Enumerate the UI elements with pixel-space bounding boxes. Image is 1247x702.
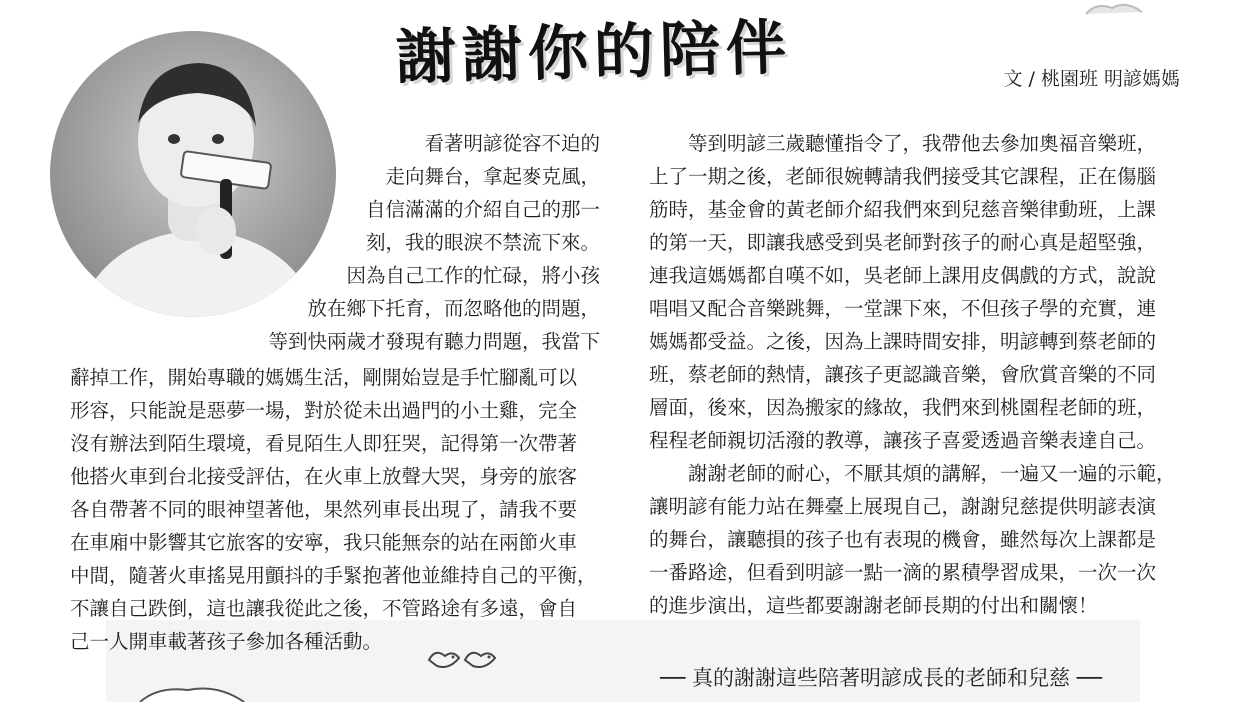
text-line: 謝謝老師的耐心，不厭其煩的講解，一遍又一遍的示範， [649,462,1176,485]
text-line: 的舞台，讓聽損的孩子也有表現的機會，雖然每次上課都是 [649,528,1157,551]
left-column-text [70,361,600,658]
text-line: 不讓自己跌倒，這也讓我從此之後，不管路途有多遠，會自 [70,597,578,620]
cloud-doodle-icon [138,684,248,702]
wrapped-text-line: 自信滿滿的介紹自己的那一 [365,198,600,221]
closing-slogan: ── 真的謝謝這些陪著明諺成長的老師和兒慈 ── [660,666,1102,690]
wrapped-text-line: 等到快兩歲才發現有聽力問題，我當下 [268,330,600,353]
text-line: 他搭火車到台北接受評估，在火車上放聲大哭，身旁的旅客 [70,465,578,488]
text-line: 辭掉工作，開始專職的媽媽生活，剛開始豈是手忙腳亂可以 [70,366,578,389]
text-line: 的第一天，即讓我感受到吳老師對孩子的耐心真是超堅強， [649,231,1157,254]
text-line: 沒有辦法到陌生環境，看見陌生人即狂哭，記得第一次帶著 [70,432,578,455]
text-line: 等到明諺三歲聽懂指令了，我帶他去參加奧福音樂班， [649,132,1157,155]
two-birds-icon [425,644,499,672]
text-line: 媽媽都受益。之後，因為上課時間安排，明諺轉到蔡老師的 [649,330,1157,353]
text-line: 的進步演出，這些都要謝謝老師長期的付出和關懷！ [649,594,1098,617]
right-column-text [649,127,1180,622]
wrapped-text-line: 看著明諺從容不迫的 [424,132,600,155]
text-line: 各自帶著不同的眼神望著他，果然列車長出現了，請我不要 [70,498,578,521]
text-line: 程程老師親切活潑的教導，讓孩子喜愛透過音樂表達自己。 [649,429,1157,452]
wrapped-text-line: 刻，我的眼淚不禁流下來。 [365,231,600,254]
text-line: 讓明諺有能力站在舞臺上展現自己，謝謝兒慈提供明諺表演 [649,495,1157,518]
article-byline: 文 / 桃園班 明諺媽媽 [1003,68,1180,90]
text-line: 層面，後來，因為搬家的緣故，我們來到桃園程老師的班， [649,396,1157,419]
text-line: 形容，只能說是惡夢一場，對於從未出過門的小土雞，完全 [70,399,578,422]
corner-doodle-icon [1082,0,1146,18]
text-line: 筋時，基金會的黃老師介紹我們來到兒慈音樂律動班，上課 [649,198,1157,221]
text-line: 唱唱又配合音樂跳舞，一堂課下來，不但孩子學的充實，連 [649,297,1157,320]
text-line: 己一人開車載著孩子參加各種活動。 [70,630,383,653]
text-line: 中間，隨著火車搖晃用顫抖的手緊抱著他並維持自己的平衡， [70,564,597,587]
text-line: 連我這媽媽都自嘆不如，吳老師上課用皮偶戲的方式，說說 [649,264,1157,287]
text-line: 在車廂中影響其它旅客的安寧，我只能無奈的站在兩節火車 [70,531,578,554]
text-line: 一番路途，但看到明諺一點一滴的累積學習成果，一次一次 [649,561,1157,584]
article-title: 謝謝你的陪伴 [395,12,793,94]
text-line: 上了一期之後，老師很婉轉請我們接受其它課程，正在傷腦 [649,165,1157,188]
wrapped-text-line: 放在鄉下托育，而忽略他的問題， [307,297,600,320]
text-line: 班，蔡老師的熱情，讓孩子更認識音樂，會欣賞音樂的不同 [649,363,1157,386]
wrapped-text-line: 因為自己工作的忙碌，將小孩 [346,264,600,287]
wrapped-text-line: 走向舞台，拿起麥克風， [385,165,600,188]
